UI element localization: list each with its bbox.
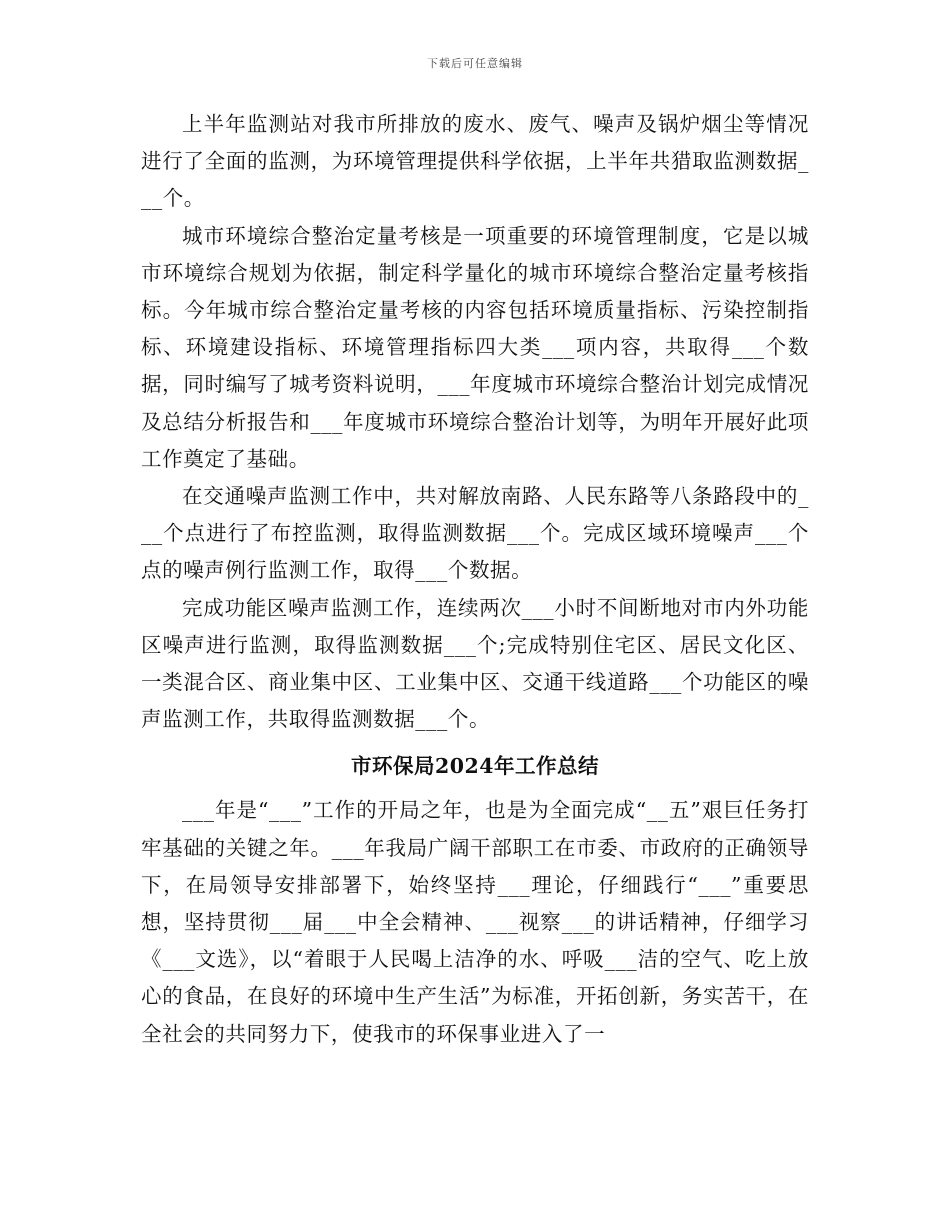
document-body <box>141 106 809 1053</box>
paragraph: 上半年监测站对我市所排放的废水、废气、噪声及锅炉烟尘等情况进行了全面的监测，为环境管理提供科学依据，上半年共猎取监测数据___个。 <box>141 112 809 211</box>
paragraph: 城市环境综合整治定量考核是一项重要的环境管理制度，它是以城市环境综合规划为依据，制定科学量化的城市环境综合整治定量考核指标。今年城市综合整治定量考核的内容包括环境质量指标、污染控制指标、环境建设指标、环境管理指标四大类___项内容，共取得___个数据，同时编写了城考资料说明，___年度城市环境综合整治计划完成情况及总结分析报告和___年度城市环境综合整治计划等，为明年开展好此项工作奠定了基础。 <box>141 223 809 471</box>
paragraph: ___年是“___”工作的开局之年，也是为全面完成“__五”艰巨任务打牢基础的关键之年。___年我局广阔干部职工在市委、市政府的正确领导下，在局领导安排部署下，始终坚持___理论，仔细践行“___”重要思想，坚持贯彻___届___中全会精神、___视察___的讲话精神，仔细学习《___文选》，以“着眼于人民喝上洁净的水、呼吸___洁的空气、吃上放心的食品，在良好的环境中生产生活”为标准，开拓创新，务实苦干，在全社会的共同努力下，使我市的环保事业进入了一 <box>141 798 809 1046</box>
section-title: 市环保局2024年工作总结 <box>350 754 600 779</box>
paragraph: 完成功能区噪声监测工作，连续两次___小时不间断地对市内外功能区噪声进行监测，取得监测数据___个;完成特别住宅区、居民文化区、一类混合区、商业集中区、工业集中区、交通干线道路___个功能区的噪声监测工作，共取得监测数据___个。 <box>141 595 809 732</box>
header-note: 下载后可任意编辑 <box>427 57 523 70</box>
paragraph: 在交通噪声监测工作中，共对解放南路、人民东路等八条路段中的___个点进行了布控监测，取得监测数据___个。完成区域环境噪声___个点的噪声例行监测工作，取得___个数据。 <box>141 484 809 583</box>
